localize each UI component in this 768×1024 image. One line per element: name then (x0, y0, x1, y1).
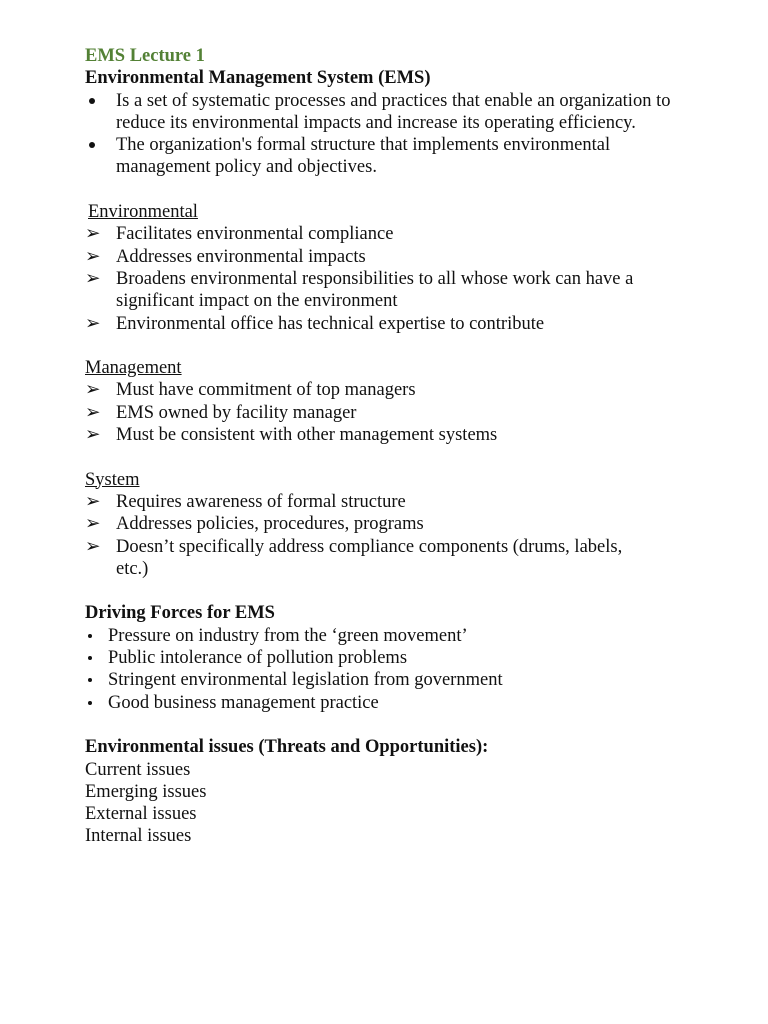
list-item: ➢ Must be consistent with other management systems (85, 425, 498, 446)
list-item: Current issues (85, 759, 191, 780)
arrow-bullet-icon: ➢ (85, 536, 101, 557)
arrow-bullet-icon: ➢ (85, 514, 101, 535)
list-item: ➢ Addresses policies, procedures, programs (85, 514, 424, 535)
system-list (85, 491, 708, 580)
list-item: Pressure on industry from the ‘green movement’ (85, 625, 708, 647)
section-title-system: System (85, 469, 140, 490)
list-item: ➢ EMS owned by facility manager (85, 402, 357, 423)
driving-forces-list (85, 625, 708, 714)
arrow-bullet-icon: ➢ (85, 402, 101, 423)
section-title-management: Management (85, 358, 182, 379)
arrow-bullet-icon: ➢ (85, 268, 101, 289)
environmental-list (85, 223, 708, 334)
list-item: ➢ Facilitates environmental compliance (85, 224, 394, 245)
document-heading: Environmental Management System (EMS) (85, 68, 431, 89)
arrow-bullet-icon: ➢ (85, 224, 101, 245)
arrow-bullet-icon: ➢ (85, 425, 101, 446)
lecture-title: EMS Lecture 1 (85, 46, 205, 66)
arrow-bullet-icon: ➢ (85, 246, 101, 267)
list-item: Emerging issues (85, 781, 207, 802)
arrow-bullet-icon: ➢ (85, 380, 101, 401)
section-title-environmental: Environmental (88, 202, 198, 223)
list-item: ➢ Requires awareness of formal structure (85, 491, 406, 512)
list-item: ➢ Addresses environmental impacts (85, 246, 366, 267)
list-item: Is a set of systematic processes and practices that enable an organization to reduce its environmental impacts and increase its operating efficiency. (85, 90, 708, 135)
issues-list (85, 759, 708, 848)
section-title-issues: Environmental issues (Threats and Opportunities): (85, 737, 489, 758)
list-item: Stringent environmental legislation from government (85, 669, 708, 691)
section-title-driving-forces: Driving Forces for EMS (85, 603, 275, 624)
list-item: ➢ Environmental office has technical expertise to contribute (85, 313, 545, 334)
list-item: ➢ Broadens environmental responsibilities to all whose work can have a significant impact on the environment (85, 268, 634, 312)
list-item: External issues (85, 804, 197, 825)
list-item: ➢ Doesn’t specifically address compliance components (drums, labels, etc.) (85, 536, 623, 579)
list-item: Public intolerance of pollution problems (85, 647, 708, 669)
list-item: ➢ Must have commitment of top managers (85, 380, 416, 401)
management-list (85, 379, 708, 446)
arrow-bullet-icon: ➢ (85, 491, 101, 512)
list-item: The organization's formal structure that implements environmental management policy and objectives. (85, 134, 708, 179)
list-item: Good business management practice (85, 692, 708, 714)
arrow-bullet-icon: ➢ (85, 313, 101, 334)
intro-bullet-list (85, 90, 708, 179)
list-item: Internal issues (85, 826, 192, 847)
